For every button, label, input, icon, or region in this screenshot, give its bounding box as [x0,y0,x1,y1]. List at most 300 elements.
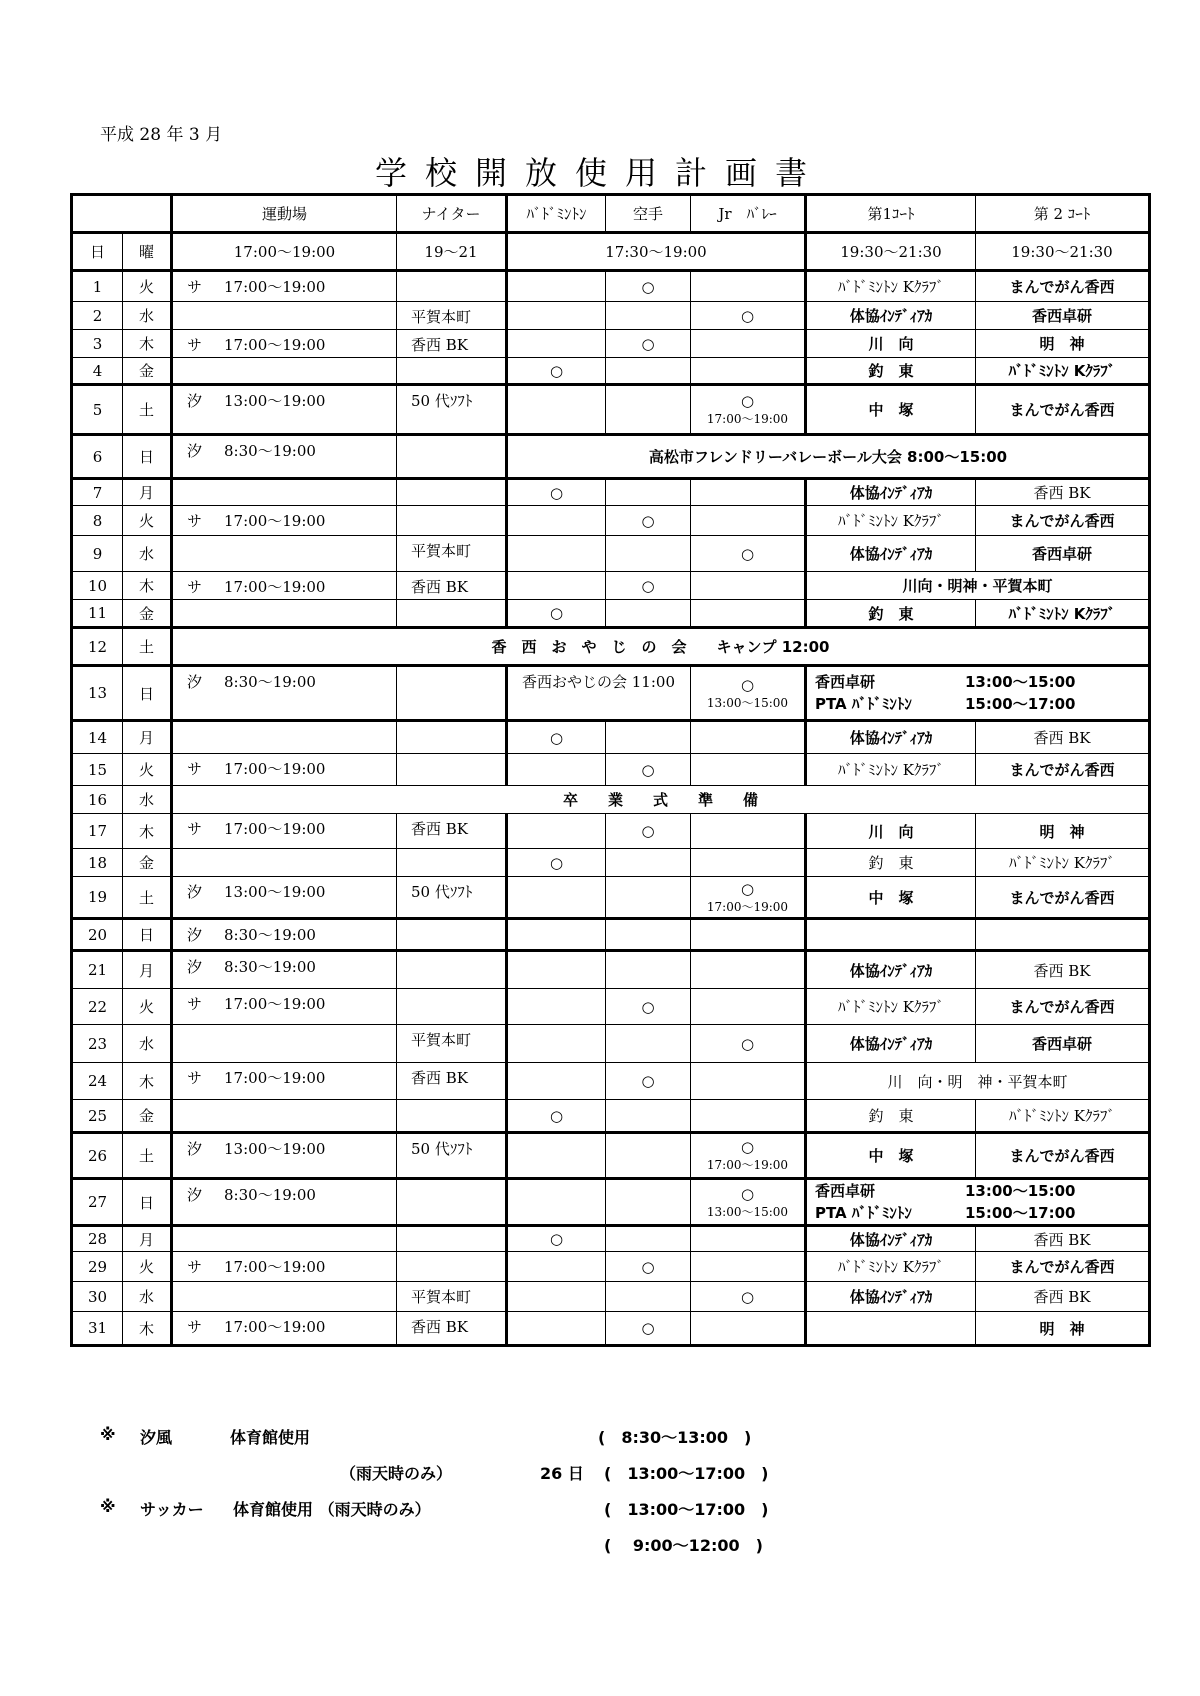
court2-cell: 明 神 [976,814,1150,849]
field-prefix: サ [187,512,203,530]
court2-cell: まんでがん香西 [976,506,1150,536]
day-cell: 31 [72,1312,123,1346]
field-cell [172,1063,397,1100]
weekday-cell: 月 [123,479,172,506]
nighter-cell: 平賀本町 [397,536,507,572]
jr-volley-time: 13:00～15:00 [706,695,789,710]
jr-volley-cell [691,1100,806,1133]
karate-cell [606,1100,691,1133]
weekday-cell: 日 [123,666,172,721]
field-prefix: 汐 [187,1140,203,1158]
field-cell [172,1252,397,1282]
karate-cell [606,951,691,989]
jr-volley-mark: ○ [740,1034,755,1053]
weekday-cell: 水 [123,302,172,330]
field-time: 8:30～19:00 [224,958,316,976]
field-cell [172,1025,397,1063]
table-row [72,849,1150,877]
field-cell [172,479,397,506]
field-cell [172,1179,397,1226]
day-cell: 24 [72,1063,123,1100]
court1-cell: 体協ｲﾝﾃﾞｨｱｶ [806,302,976,330]
table-row [72,814,1150,849]
table-row [72,572,1150,600]
note-label-3: サッカー [140,1500,204,1519]
table-row [72,786,1150,814]
day-cell: 4 [72,358,123,385]
jr-volley-cell [691,600,806,628]
field-time: 8:30～19:00 [224,442,316,460]
weekday-cell: 木 [123,814,172,849]
nighter-cell: 50 代ｿﾌﾄ [397,385,507,435]
weekday-cell: 金 [123,849,172,877]
badminton-cell [507,754,606,786]
day-cell: 3 [72,330,123,358]
weekday-cell: 水 [123,536,172,572]
court-time: 15:00～17:00 [965,695,1076,713]
weekday-cell: 木 [123,572,172,600]
note-time-2: ( 13:00～17:00 ) [604,1464,769,1483]
court2-cell: まんでがん香西 [976,1252,1150,1282]
badminton-cell [507,385,606,435]
table-row [72,536,1150,572]
karate-cell [606,877,691,919]
field-prefix: 汐 [187,442,203,460]
field-prefix: 汐 [187,673,203,691]
nighter-cell: 香西 BK [397,1063,507,1100]
badminton-cell: ○ [507,721,606,754]
court1-cell [806,919,976,951]
jr-volley-cell [691,506,806,536]
field-prefix: 汐 [187,1186,203,1204]
weekday-cell: 日 [123,435,172,479]
jr-volley-cell [691,1133,806,1179]
field-cell [172,385,397,435]
table-row [72,271,1150,302]
court2-cell: ﾊﾞﾄﾞﾐﾝﾄﾝ Kｸﾗﾌﾞ [976,600,1150,628]
nighter-cell [397,666,507,721]
karate-cell [606,721,691,754]
badminton-cell: ○ [507,358,606,385]
karate-cell [606,1179,691,1226]
court-team: 香西卓研 [815,673,876,691]
nighter-cell: 香西 BK [397,330,507,358]
field-time: 13:00～19:00 [224,883,326,901]
day-cell: 29 [72,1252,123,1282]
court1-cell: 体協ｲﾝﾃﾞｨｱｶ [806,951,976,989]
jr-volley-mark: ○ [740,1287,755,1306]
field-time: 17:00～19:00 [224,1258,326,1276]
weekday-cell: 木 [123,330,172,358]
jr-volley-cell [691,919,806,951]
weekday-cell: 火 [123,989,172,1025]
field-prefix: サ [187,1069,203,1087]
field-time: 17:00～19:00 [224,1318,326,1336]
jr-volley-cell [691,302,806,330]
karate-cell [606,358,691,385]
event-cell: 高松市フレンドリーバレーボール大会 8:00～15:00 [507,435,1150,479]
karate-cell [606,479,691,506]
note-mark-1: ※ [100,1425,116,1444]
weekday-cell: 土 [123,628,172,666]
field-cell [172,536,397,572]
field-cell [172,1226,397,1252]
court-line [815,671,1148,693]
field-cell [172,666,397,721]
court2-cell: 明 神 [976,1312,1150,1346]
karate-cell [606,919,691,951]
court2-cell: 明 神 [976,330,1150,358]
field-prefix: 汐 [187,926,203,944]
day-cell: 28 [72,1226,123,1252]
jr-volley-cell [691,849,806,877]
jr-volley-cell [691,1282,806,1312]
court2-cell: 香西 BK [976,1226,1150,1252]
court-time: 15:00～17:00 [965,1204,1076,1222]
karate-cell: ○ [606,814,691,849]
nighter-cell: 平賀本町 [397,302,507,330]
weekday-cell: 火 [123,271,172,302]
day-cell: 16 [72,786,123,814]
weekday-cell: 金 [123,358,172,385]
court-team: 香西卓研 [815,1182,876,1200]
court1-cell: ﾊﾞﾄﾞﾐﾝﾄﾝ Kｸﾗﾌﾞ [806,506,976,536]
court1-cell: 中 塚 [806,1133,976,1179]
day-cell: 18 [72,849,123,877]
field-cell [172,435,397,479]
jr-volley-cell [691,1063,806,1100]
weekday-cell: 月 [123,1226,172,1252]
weekday-cell: 土 [123,877,172,919]
karate-cell [606,385,691,435]
field-time: 17:00～19:00 [224,278,326,296]
note-use-3: 体育館使用 （雨天時のみ） [233,1500,431,1519]
jr-volley-cell [691,989,806,1025]
day-cell: 9 [72,536,123,572]
full-event-cell: 香 西 お や じ の 会 キャンプ 12:00 [172,628,1150,666]
field-cell [172,754,397,786]
header-court2: 第 2 ｺｰﾄ [976,195,1150,233]
karate-cell: ○ [606,271,691,302]
court2-cell: まんでがん香西 [976,877,1150,919]
nighter-cell [397,989,507,1025]
field-cell [172,814,397,849]
nighter-cell [397,1179,507,1226]
field-prefix: サ [187,1318,203,1336]
court2-cell: ﾊﾞﾄﾞﾐﾝﾄﾝ Kｸﾗﾌﾞ [976,1100,1150,1133]
badminton-cell [507,1025,606,1063]
jr-volley-mark: ○ [740,879,755,898]
weekday-cell: 日 [123,919,172,951]
header-jr-volley: Jr ﾊﾞﾚｰ [691,195,806,233]
court1-cell: 釣 東 [806,600,976,628]
jr-volley-mark: ○ [740,675,755,694]
court-time: 13:00～15:00 [965,1182,1076,1200]
field-time: 13:00～19:00 [224,392,326,410]
nighter-cell [397,1100,507,1133]
court1-cell: ﾊﾞﾄﾞﾐﾝﾄﾝ Kｸﾗﾌﾞ [806,989,976,1025]
weekday-cell: 土 [123,1133,172,1179]
weekday-cell: 水 [123,1282,172,1312]
karate-cell: ○ [606,572,691,600]
karate-cell: ○ [606,506,691,536]
table-row [72,919,1150,951]
header-nighter: ナイター [397,195,507,233]
weekday-cell: 火 [123,754,172,786]
field-prefix: 汐 [187,958,203,976]
court1-cell: ﾊﾞﾄﾞﾐﾝﾄﾝ Kｸﾗﾌﾞ [806,1252,976,1282]
badminton-cell [507,271,606,302]
jr-volley-mark: ○ [740,392,755,410]
field-prefix: 汐 [187,883,203,901]
court1-cell: 釣 東 [806,358,976,385]
field-cell [172,721,397,754]
nighter-cell: 平賀本町 [397,1282,507,1312]
jr-volley-cell [691,1025,806,1063]
badminton-cell [507,1179,606,1226]
court-line [815,693,1148,715]
day-cell: 8 [72,506,123,536]
table-row [72,1312,1150,1346]
weekday-cell: 月 [123,951,172,989]
field-prefix: サ [187,278,203,296]
badminton-cell [507,989,606,1025]
field-time: 17:00～19:00 [224,336,326,354]
weekday-cell: 水 [123,1025,172,1063]
karate-cell: ○ [606,989,691,1025]
jr-volley-cell [691,385,806,435]
day-cell: 17 [72,814,123,849]
court2-cell: まんでがん香西 [976,989,1150,1025]
nighter-cell [397,271,507,302]
day-cell: 25 [72,1100,123,1133]
court2-cell: 香西卓研 [976,536,1150,572]
table-row [72,479,1150,506]
field-cell [172,849,397,877]
day-cell: 10 [72,572,123,600]
badminton-cell [507,1312,606,1346]
day-cell: 11 [72,600,123,628]
court1-cell: 体協ｲﾝﾃﾞｨｱｶ [806,721,976,754]
court1-cell: ﾊﾞﾄﾞﾐﾝﾄﾝ Kｸﾗﾌﾞ [806,271,976,302]
jr-volley-cell [691,1226,806,1252]
day-cell: 27 [72,1179,123,1226]
badminton-cell [507,814,606,849]
field-prefix: サ [187,336,203,354]
jr-volley-cell [691,1179,806,1226]
header-blank [72,195,172,233]
court2-cell: まんでがん香西 [976,385,1150,435]
field-cell [172,302,397,330]
field-cell [172,330,397,358]
nighter-cell [397,358,507,385]
weekday-cell: 金 [123,600,172,628]
header-badminton: ﾊﾞﾄﾞﾐﾝﾄﾝ [507,195,606,233]
jr-volley-cell [691,666,806,721]
badminton-cell [507,919,606,951]
nighter-cell: 50 代ｿﾌﾄ [397,877,507,919]
table-row [72,989,1150,1025]
header-court2-time: 19:30～21:30 [976,233,1150,271]
court1-cell: 体協ｲﾝﾃﾞｨｱｶ [806,536,976,572]
weekday-cell: 水 [123,786,172,814]
court-combined-cell [806,1179,1150,1226]
badminton-cell: ○ [507,479,606,506]
note-label-1: 汐風 [140,1428,173,1447]
court-team: PTA ﾊﾞﾄﾞﾐﾝﾄﾝ [815,1204,912,1222]
court1-cell: 川 向 [806,814,976,849]
page-title: 学校開放使用計画書 [374,154,825,192]
nighter-cell [397,506,507,536]
court-time: 13:00～15:00 [965,673,1076,691]
full-event-cell: 卒 業 式 準 備 [172,786,1150,814]
karate-cell: ○ [606,754,691,786]
field-prefix: サ [187,1258,203,1276]
day-cell: 5 [72,385,123,435]
day-cell: 23 [72,1025,123,1063]
day-cell: 19 [72,877,123,919]
karate-cell [606,536,691,572]
table-row [72,877,1150,919]
court1-cell: ﾊﾞﾄﾞﾐﾝﾄﾝ Kｸﾗﾌﾞ [806,754,976,786]
field-cell [172,951,397,989]
field-cell [172,572,397,600]
jr-volley-cell [691,358,806,385]
header-field: 運動場 [172,195,397,233]
court2-cell: 香西卓研 [976,1025,1150,1063]
weekday-cell: 日 [123,1179,172,1226]
nighter-cell [397,479,507,506]
field-cell [172,1133,397,1179]
field-time: 13:00～19:00 [224,1140,326,1158]
court1-cell: 体協ｲﾝﾃﾞｨｱｶ [806,1025,976,1063]
nighter-cell [397,951,507,989]
weekday-cell: 木 [123,1312,172,1346]
jr-volley-cell [691,754,806,786]
jr-volley-cell [691,330,806,358]
table-row [72,1226,1150,1252]
table-row [72,754,1150,786]
header-weekday: 曜 [123,233,172,271]
day-cell: 13 [72,666,123,721]
jr-volley-cell [691,721,806,754]
badminton-cell [507,1063,606,1100]
field-prefix: 汐 [187,392,203,410]
nighter-cell [397,919,507,951]
jr-volley-time: 17:00～19:00 [706,899,789,914]
nighter-cell [397,721,507,754]
note-time-4: ( 9:00～12:00 ) [604,1536,763,1555]
karate-cell [606,1025,691,1063]
badminton-cell [507,951,606,989]
nighter-cell: 香西 BK [397,1312,507,1346]
field-cell [172,1282,397,1312]
jr-volley-cell [691,536,806,572]
field-cell [172,271,397,302]
table-row [72,1025,1150,1063]
note-cond-2: （雨天時のみ） [340,1464,453,1483]
badminton-cell [507,330,606,358]
header-day: 日 [72,233,123,271]
jr-volley-cell [691,1252,806,1282]
karate-cell [606,302,691,330]
field-time: 17:00～19:00 [224,995,326,1013]
field-prefix: サ [187,760,203,778]
court-line [815,1202,1148,1224]
day-cell: 2 [72,302,123,330]
court-team: PTA ﾊﾞﾄﾞﾐﾝﾄﾝ [815,695,912,713]
table-row [72,1100,1150,1133]
field-time: 17:00～19:00 [224,760,326,778]
table-row [72,330,1150,358]
field-time: 8:30～19:00 [224,1186,316,1204]
header-court1-time: 19:30～21:30 [806,233,976,271]
court1-cell: 中 塚 [806,877,976,919]
field-time: 17:00～19:00 [224,578,326,596]
table-row [72,1282,1150,1312]
table-row [72,358,1150,385]
table-row [72,1063,1150,1100]
header-field-time: 17:00～19:00 [172,233,397,271]
court-both-cell: 川向・明神・平賀本町 [806,572,1150,600]
karate-cell: ○ [606,1312,691,1346]
note-mark-3: ※ [100,1497,116,1516]
nighter-cell [397,435,507,479]
field-cell [172,1312,397,1346]
court-combined-cell [806,666,1150,721]
field-time: 17:00～19:00 [224,820,326,838]
table-row [72,951,1150,989]
header-row [72,195,1150,233]
court1-cell: 体協ｲﾝﾃﾞｨｱｶ [806,1226,976,1252]
court2-cell: まんでがん香西 [976,754,1150,786]
badminton-karate-cell: 香西おやじの会 11:00 [507,666,691,721]
jr-volley-cell [691,877,806,919]
header-gym-time: 17:30～19:00 [507,233,806,271]
table-row [72,1179,1150,1226]
karate-cell [606,600,691,628]
nighter-cell [397,600,507,628]
table-row [72,666,1150,721]
field-cell [172,506,397,536]
day-cell: 15 [72,754,123,786]
header-karate: 空手 [606,195,691,233]
weekday-cell: 木 [123,1063,172,1100]
weekday-cell: 金 [123,1100,172,1133]
day-cell: 14 [72,721,123,754]
jr-volley-time: 17:00～19:00 [706,412,789,426]
table-row [72,1252,1150,1282]
jr-volley-mark: ○ [740,1184,755,1203]
table-row [72,302,1150,330]
field-cell [172,989,397,1025]
field-time: 17:00～19:00 [224,512,326,530]
field-time: 17:00～19:00 [224,1069,326,1087]
jr-volley-mark: ○ [740,306,755,325]
court-both-cell: 川 向・明 神・平賀本町 [806,1063,1150,1100]
court1-cell: 川 向 [806,330,976,358]
karate-cell: ○ [606,330,691,358]
field-cell [172,877,397,919]
day-cell: 7 [72,479,123,506]
weekday-cell: 火 [123,506,172,536]
field-cell [172,919,397,951]
badminton-cell: ○ [507,1226,606,1252]
weekday-cell: 月 [123,721,172,754]
nighter-cell: 50 代ｿﾌﾄ [397,1133,507,1179]
court1-cell: 体協ｲﾝﾃﾞｨｱｶ [806,479,976,506]
field-prefix: サ [187,578,203,596]
